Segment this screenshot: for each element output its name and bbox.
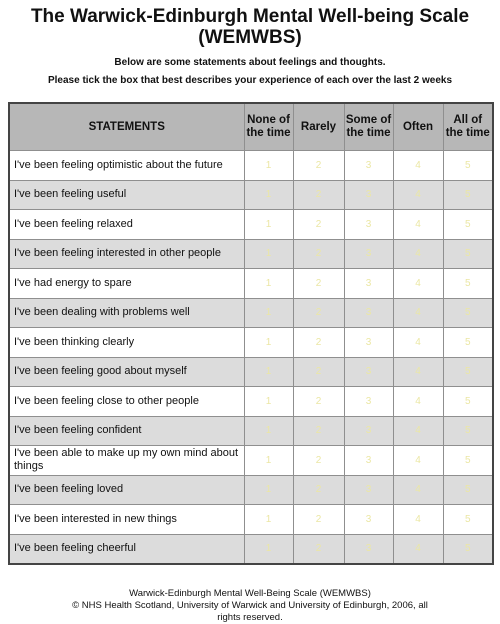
score-box-often[interactable]: 4	[393, 180, 443, 210]
footer-line-2: © NHS Health Scotland, University of Warwick and University of Edinburgh, 2006, all	[72, 600, 428, 611]
statement-text: I've been feeling good about myself	[9, 357, 244, 387]
score-box-all-of-the-time[interactable]: 5	[443, 387, 493, 417]
score-box-often[interactable]: 4	[393, 475, 443, 505]
score-box-often[interactable]: 4	[393, 446, 443, 476]
header-some-of-the-time: Some of the time	[344, 103, 393, 151]
score-box-some-of-the-time[interactable]: 3	[344, 475, 393, 505]
score-box-some-of-the-time[interactable]: 3	[344, 151, 393, 181]
score-box-none-of-the-time[interactable]: 1	[244, 298, 293, 328]
table-row	[9, 505, 493, 535]
table-header-row	[9, 103, 493, 151]
score-box-rarely[interactable]: 2	[293, 180, 344, 210]
score-box-all-of-the-time[interactable]: 5	[443, 416, 493, 446]
header-often: Often	[393, 103, 443, 151]
statement-text: I've been feeling confident	[9, 416, 244, 446]
score-box-some-of-the-time[interactable]: 3	[344, 239, 393, 269]
score-box-none-of-the-time[interactable]: 1	[244, 534, 293, 564]
statement-text: I've been dealing with problems well	[9, 298, 244, 328]
score-box-rarely[interactable]: 2	[293, 475, 344, 505]
statement-text: I've been feeling interested in other people	[9, 239, 244, 269]
score-box-none-of-the-time[interactable]: 1	[244, 505, 293, 535]
score-box-some-of-the-time[interactable]: 3	[344, 534, 393, 564]
score-box-all-of-the-time[interactable]: 5	[443, 151, 493, 181]
score-box-some-of-the-time[interactable]: 3	[344, 416, 393, 446]
table-row	[9, 416, 493, 446]
statement-rows	[9, 151, 493, 565]
score-box-often[interactable]: 4	[393, 416, 443, 446]
score-box-rarely[interactable]: 2	[293, 446, 344, 476]
table-row	[9, 328, 493, 358]
page-title	[0, 6, 500, 48]
score-box-none-of-the-time[interactable]: 1	[244, 387, 293, 417]
table-row	[9, 269, 493, 299]
score-box-none-of-the-time[interactable]: 1	[244, 239, 293, 269]
score-box-some-of-the-time[interactable]: 3	[344, 298, 393, 328]
statement-text: I've been feeling loved	[9, 475, 244, 505]
score-box-some-of-the-time[interactable]: 3	[344, 387, 393, 417]
wellbeing-scale-table	[8, 102, 494, 565]
title-line-2: (WEMWBS)	[198, 27, 302, 48]
score-box-rarely[interactable]: 2	[293, 328, 344, 358]
statement-text: I've had energy to spare	[9, 269, 244, 299]
score-box-rarely[interactable]: 2	[293, 416, 344, 446]
header-statements: STATEMENTS	[9, 103, 244, 151]
copyright-footer	[0, 588, 500, 624]
header-rarely: Rarely	[293, 103, 344, 151]
score-box-all-of-the-time[interactable]: 5	[443, 239, 493, 269]
score-box-often[interactable]: 4	[393, 269, 443, 299]
score-box-rarely[interactable]: 2	[293, 505, 344, 535]
table-row	[9, 357, 493, 387]
score-box-rarely[interactable]: 2	[293, 357, 344, 387]
score-box-often[interactable]: 4	[393, 387, 443, 417]
score-box-all-of-the-time[interactable]: 5	[443, 357, 493, 387]
score-box-often[interactable]: 4	[393, 357, 443, 387]
score-box-all-of-the-time[interactable]: 5	[443, 446, 493, 476]
statement-text: I've been feeling close to other people	[9, 387, 244, 417]
score-box-often[interactable]: 4	[393, 239, 443, 269]
score-box-some-of-the-time[interactable]: 3	[344, 210, 393, 240]
score-box-all-of-the-time[interactable]: 5	[443, 505, 493, 535]
instruction-line-1: Below are some statements about feelings and thoughts.	[114, 57, 386, 68]
score-box-all-of-the-time[interactable]: 5	[443, 210, 493, 240]
table-row	[9, 239, 493, 269]
score-box-none-of-the-time[interactable]: 1	[244, 328, 293, 358]
score-box-rarely[interactable]: 2	[293, 534, 344, 564]
score-box-some-of-the-time[interactable]: 3	[344, 328, 393, 358]
footer-line-3: rights reserved.	[217, 612, 283, 623]
score-box-some-of-the-time[interactable]: 3	[344, 357, 393, 387]
score-box-none-of-the-time[interactable]: 1	[244, 357, 293, 387]
score-box-some-of-the-time[interactable]: 3	[344, 505, 393, 535]
score-box-rarely[interactable]: 2	[293, 239, 344, 269]
header-none-of-the-time: None of the time	[244, 103, 293, 151]
statement-text: I've been able to make up my own mind about things	[9, 446, 244, 476]
score-box-often[interactable]: 4	[393, 328, 443, 358]
score-box-often[interactable]: 4	[393, 151, 443, 181]
score-box-none-of-the-time[interactable]: 1	[244, 446, 293, 476]
score-box-often[interactable]: 4	[393, 210, 443, 240]
table-row	[9, 151, 493, 181]
table-row	[9, 534, 493, 564]
statement-text: I've been feeling relaxed	[9, 210, 244, 240]
score-box-none-of-the-time[interactable]: 1	[244, 180, 293, 210]
score-box-often[interactable]: 4	[393, 534, 443, 564]
header-all-of-the-time: All of the time	[443, 103, 493, 151]
instructions	[0, 54, 500, 90]
score-box-all-of-the-time[interactable]: 5	[443, 475, 493, 505]
table-row	[9, 475, 493, 505]
score-box-all-of-the-time[interactable]: 5	[443, 328, 493, 358]
score-box-rarely[interactable]: 2	[293, 269, 344, 299]
statement-text: I've been feeling useful	[9, 180, 244, 210]
score-box-often[interactable]: 4	[393, 298, 443, 328]
score-box-some-of-the-time[interactable]: 3	[344, 446, 393, 476]
score-box-often[interactable]: 4	[393, 505, 443, 535]
score-box-all-of-the-time[interactable]: 5	[443, 180, 493, 210]
score-box-some-of-the-time[interactable]: 3	[344, 180, 393, 210]
instruction-line-2: Please tick the box that best describes your experience of each over the last 2 weeks	[47, 75, 453, 86]
score-box-none-of-the-time[interactable]: 1	[244, 269, 293, 299]
score-box-rarely[interactable]: 2	[293, 298, 344, 328]
score-box-rarely[interactable]: 2	[293, 151, 344, 181]
statement-text: I've been thinking clearly	[9, 328, 244, 358]
table-row	[9, 210, 493, 240]
score-box-all-of-the-time[interactable]: 5	[443, 534, 493, 564]
footer-line-1: Warwick-Edinburgh Mental Well-Being Scale (WEMWBS)	[129, 588, 371, 599]
statement-text: I've been interested in new things	[9, 505, 244, 535]
table-row	[9, 446, 493, 476]
statement-text: I've been feeling cheerful	[9, 534, 244, 564]
score-box-none-of-the-time[interactable]: 1	[244, 210, 293, 240]
score-box-none-of-the-time[interactable]: 1	[244, 151, 293, 181]
score-box-rarely[interactable]: 2	[293, 210, 344, 240]
score-box-none-of-the-time[interactable]: 1	[244, 475, 293, 505]
title-line-1: The Warwick-Edinburgh Mental Well-being Scale	[30, 6, 470, 27]
table-row	[9, 180, 493, 210]
score-box-none-of-the-time[interactable]: 1	[244, 416, 293, 446]
score-box-some-of-the-time[interactable]: 3	[344, 269, 393, 299]
table-row	[9, 387, 493, 417]
table-row	[9, 298, 493, 328]
score-box-all-of-the-time[interactable]: 5	[443, 298, 493, 328]
score-box-all-of-the-time[interactable]: 5	[443, 269, 493, 299]
score-box-rarely[interactable]: 2	[293, 387, 344, 417]
statement-text: I've been feeling optimistic about the future	[9, 151, 244, 181]
